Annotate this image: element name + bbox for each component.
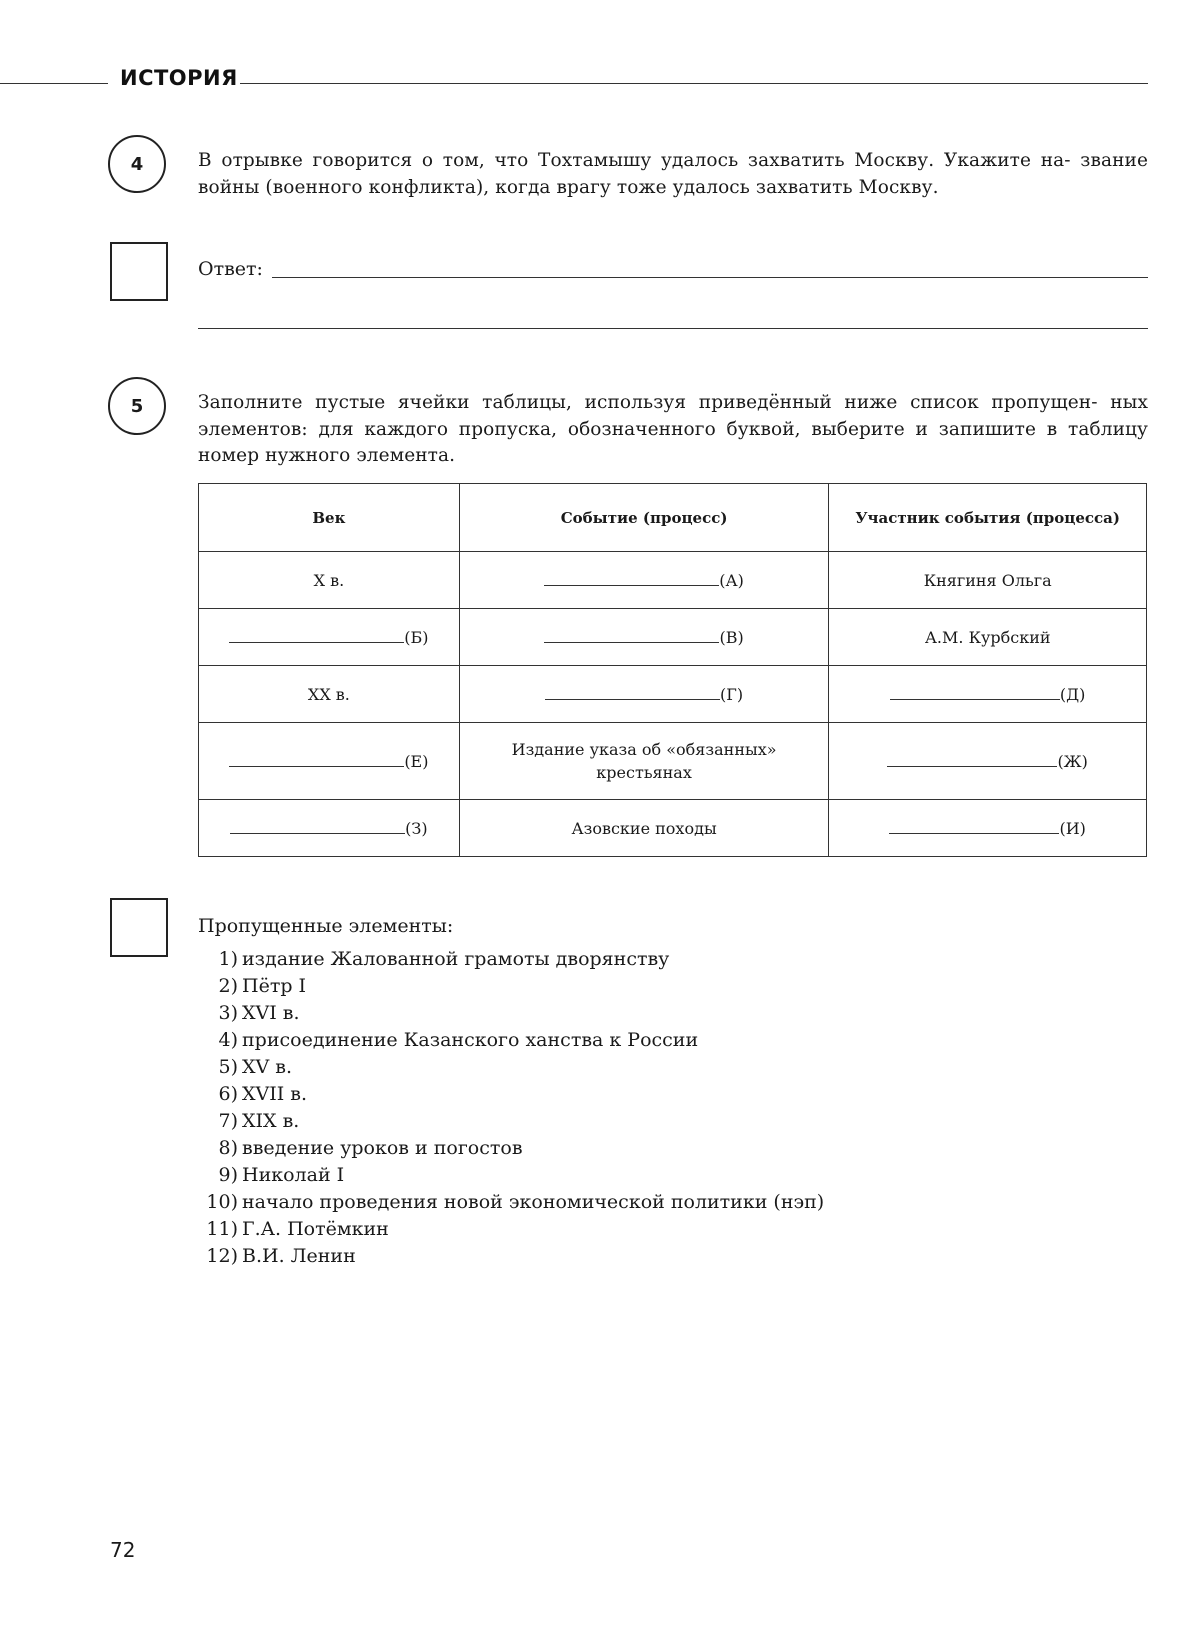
answer-line-1[interactable] [272, 277, 1148, 278]
answer-line-2[interactable] [198, 328, 1148, 329]
table-header-participant: Участник события (процесса) [829, 484, 1147, 552]
events-table [198, 483, 1147, 857]
question-4-text: В отрывке говорится о том, что Тохтамышу удалось захватить Москву. Укажите на- звание войны (военного конфликта), когда врагу тоже удалось захватить Москву. [198, 150, 1148, 198]
blank-cell[interactable] [459, 609, 829, 666]
table-row [199, 800, 1147, 857]
blank-cell[interactable] [199, 723, 460, 800]
blank-line[interactable] [545, 685, 720, 700]
table-header-row [199, 484, 1147, 552]
blank-line[interactable] [889, 819, 1059, 834]
missing-elements-title: Пропущенные элементы: [198, 915, 454, 937]
table-row [199, 723, 1147, 800]
blank-letter: (А) [719, 570, 744, 590]
table-header-century: Век [199, 484, 460, 552]
table-cell: Княгиня Ольга [829, 552, 1147, 609]
blank-cell[interactable] [199, 609, 460, 666]
answer-label: Ответ: [198, 258, 263, 280]
blank-letter: (Г) [720, 684, 744, 704]
blank-letter: (З) [405, 818, 428, 838]
blank-letter: (В) [719, 627, 744, 647]
list-item: 10) начало проведения новой экономической политики (нэп) [206, 1191, 825, 1213]
header-rule-left [0, 83, 108, 84]
list-item: 2) Пётр I [218, 975, 307, 997]
table-row [199, 609, 1147, 666]
list-item: 5) XV в. [218, 1056, 293, 1078]
blank-cell[interactable] [829, 723, 1147, 800]
blank-letter: (Д) [1059, 684, 1086, 704]
blank-line[interactable] [890, 685, 1060, 700]
question-5-answer-box[interactable] [110, 898, 168, 957]
page-number: 72 [110, 1538, 136, 1562]
list-item: 6) XVII в. [218, 1083, 308, 1105]
table-row [199, 552, 1147, 609]
list-item: 8) введение уроков и погостов [218, 1137, 523, 1159]
blank-line[interactable] [230, 819, 405, 834]
blank-cell[interactable] [459, 666, 829, 723]
blank-letter: (Б) [404, 627, 429, 647]
list-item: 7) XIX в. [218, 1110, 300, 1132]
table-cell: А.М. Курбский [829, 609, 1147, 666]
page-section-title: ИСТОРИЯ [120, 66, 238, 90]
blank-cell[interactable] [459, 552, 829, 609]
header-rule-right [240, 83, 1148, 84]
blank-letter: (Е) [404, 751, 429, 771]
table-cell: X в. [199, 552, 460, 609]
blank-line[interactable] [229, 628, 404, 643]
blank-cell[interactable] [199, 800, 460, 857]
blank-letter: (И) [1059, 818, 1086, 838]
missing-elements-list [198, 946, 824, 1270]
question-5-text: Заполните пустые ячейки таблицы, используя приведённый ниже список пропущен- ных элементов: для каждого пропуска, обозначенного буквой, выберите и запишите в таблицу номер нужного элемента. [198, 392, 1148, 466]
table-row [199, 666, 1147, 723]
list-item: 9) Николай I [218, 1164, 345, 1186]
list-item: 1) издание Жалованной грамоты дворянству [218, 948, 670, 970]
list-item: 12) В.И. Ленин [206, 1245, 356, 1267]
table-cell: Издание указа об «обязанных» крестьянах [459, 723, 829, 800]
question-4-number: 4 [108, 135, 166, 193]
table-cell: Азовские походы [459, 800, 829, 857]
list-item: 3) XVI в. [218, 1002, 300, 1024]
blank-line[interactable] [544, 571, 719, 586]
blank-line[interactable] [544, 628, 719, 643]
table-cell: XX в. [199, 666, 460, 723]
blank-line[interactable] [229, 752, 404, 767]
table-header-event: Событие (процесс) [459, 484, 829, 552]
question-5-number: 5 [108, 377, 166, 435]
list-item: 4) присоединение Казанского ханства к России [218, 1029, 699, 1051]
blank-letter: (Ж) [1057, 751, 1088, 771]
blank-cell[interactable] [829, 800, 1147, 857]
list-item: 11) Г.А. Потёмкин [206, 1218, 389, 1240]
blank-cell[interactable] [829, 666, 1147, 723]
blank-line[interactable] [887, 752, 1057, 767]
question-4-answer-box[interactable] [110, 242, 168, 301]
